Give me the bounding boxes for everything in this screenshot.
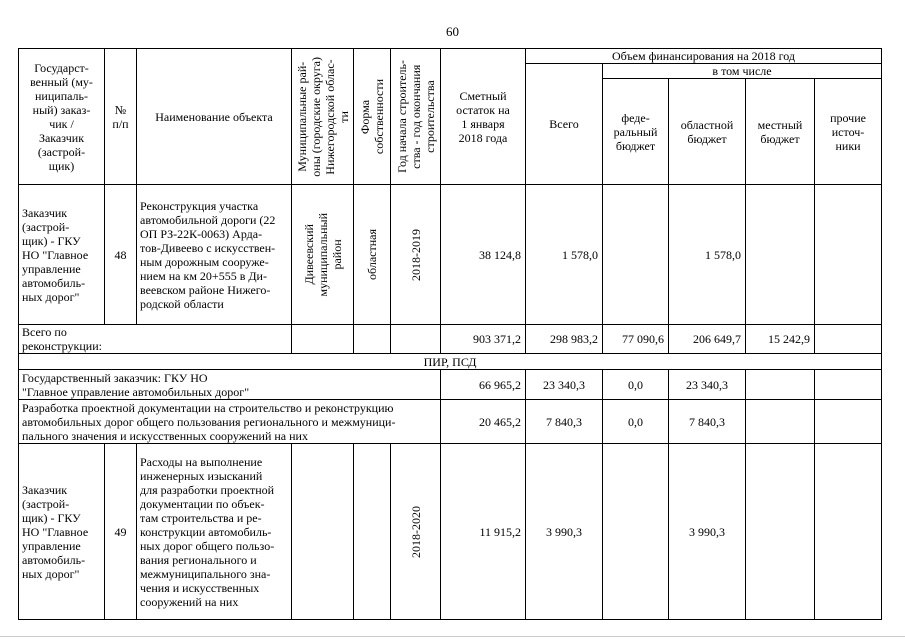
design-docs-federal: 0,0 bbox=[603, 400, 669, 444]
header-federal: феде- ральный бюджет bbox=[603, 79, 669, 185]
row48-municipal: Дивеевский муниципальный район bbox=[301, 212, 344, 297]
total-reconstruction-federal: 77 090,6 bbox=[603, 325, 669, 354]
section-title: ПИР, ПСД bbox=[19, 354, 882, 370]
row48-balance: 38 124,8 bbox=[441, 185, 526, 325]
header-customer: Государст- венный (му- ниципаль- ный) заказ- чик / Заказчик (застрой- щик) bbox=[19, 49, 105, 185]
total-reconstruction-balance: 903 371,2 bbox=[441, 325, 526, 354]
row48-years: 2018-2019 bbox=[408, 228, 423, 281]
total-reconstruction-regional: 206 649,7 bbox=[669, 325, 746, 354]
header-regional: областной бюджет bbox=[669, 79, 746, 185]
header-including: в том числе bbox=[603, 64, 882, 79]
header-num: № п/п bbox=[105, 49, 137, 185]
row48-customer: Заказчик (застрой- щик) - ГКУ НО "Главное управление автомобиль- ных дорог" bbox=[19, 185, 105, 325]
header-object-name: Наименование объекта bbox=[137, 49, 292, 185]
header-total: Всего bbox=[526, 64, 603, 185]
header-funding: Объем финансирования на 2018 год bbox=[526, 49, 882, 64]
state-customer-row bbox=[19, 370, 882, 400]
total-reconstruction-total: 298 983,2 bbox=[526, 325, 603, 354]
table-row-48 bbox=[19, 185, 882, 325]
header-other: прочие источ- ники bbox=[815, 79, 882, 185]
row48-total: 1 578,0 bbox=[526, 185, 603, 325]
design-docs-balance: 20 465,2 bbox=[441, 400, 526, 444]
row49-num: 49 bbox=[105, 444, 137, 620]
page-edge bbox=[0, 636, 905, 637]
row48-other bbox=[815, 185, 882, 325]
state-customer-federal: 0,0 bbox=[603, 370, 669, 400]
header-local: местный бюджет bbox=[746, 79, 815, 185]
header-balance: Сметный остаток на 1 января 2018 года bbox=[441, 49, 526, 185]
header-municipal: Муниципальные рай- оны (городские округа) Нижегородской облас- ти bbox=[294, 56, 351, 177]
table-row-49 bbox=[19, 444, 882, 620]
page-number: 60 bbox=[446, 24, 459, 39]
total-reconstruction-label: Всего по реконструкции: bbox=[19, 325, 137, 354]
design-docs-row bbox=[19, 400, 882, 444]
state-customer-balance: 66 965,2 bbox=[441, 370, 526, 400]
row49-regional: 3 990,3 bbox=[669, 444, 746, 620]
state-customer-total: 23 340,3 bbox=[526, 370, 603, 400]
row49-total: 3 990,3 bbox=[526, 444, 603, 620]
row48-object-name: Реконструкция участка автомобильной дороги (22 ОП РЗ-22К-0063) Арда- тов-Дивеево с искусствен- ным дорожным сооруже- нием на км 20+555 в Ди- веевском районе Нижего- родской области bbox=[137, 185, 292, 325]
design-docs-label: Разработка проектной документации на строительство и реконструкцию автомобильных дорог общего пользования регионального и межмуници- пального значения и искусственных сооружений на них bbox=[19, 400, 441, 444]
design-docs-regional: 7 840,3 bbox=[669, 400, 746, 444]
row48-num: 48 bbox=[105, 185, 137, 325]
row48-federal bbox=[603, 185, 669, 325]
state-customer-label: Государственный заказчик: ГКУ НО "Главное управление автомобильных дорог" bbox=[19, 370, 441, 400]
total-reconstruction-row bbox=[19, 325, 882, 354]
row48-regional: 1 578,0 bbox=[669, 185, 746, 325]
row49-customer: Заказчик (застрой- щик) - ГКУ НО "Главное управление автомобиль- ных дорог" bbox=[19, 444, 105, 620]
financing-table bbox=[18, 48, 882, 620]
header-years: Год начала строитель- ства - год окончания строительства bbox=[394, 60, 437, 173]
header-ownership: Форма собственности bbox=[358, 78, 386, 155]
state-customer-regional: 23 340,3 bbox=[669, 370, 746, 400]
total-reconstruction-local: 15 242,9 bbox=[746, 325, 815, 354]
row48-ownership: областная bbox=[365, 229, 379, 280]
row49-balance: 11 915,2 bbox=[441, 444, 526, 620]
design-docs-total: 7 840,3 bbox=[526, 400, 603, 444]
row48-local bbox=[746, 185, 815, 325]
row49-years: 2018-2020 bbox=[408, 505, 423, 558]
row49-object-name: Расходы на выполнение инженерных изысканий для разработки проектной документации по объек- там строительства и ре- конструкции автомобиль- ных дорог общего пользо- вания регионального и межмуниципального зна- чения и искусственных сооружений на них bbox=[137, 444, 292, 620]
